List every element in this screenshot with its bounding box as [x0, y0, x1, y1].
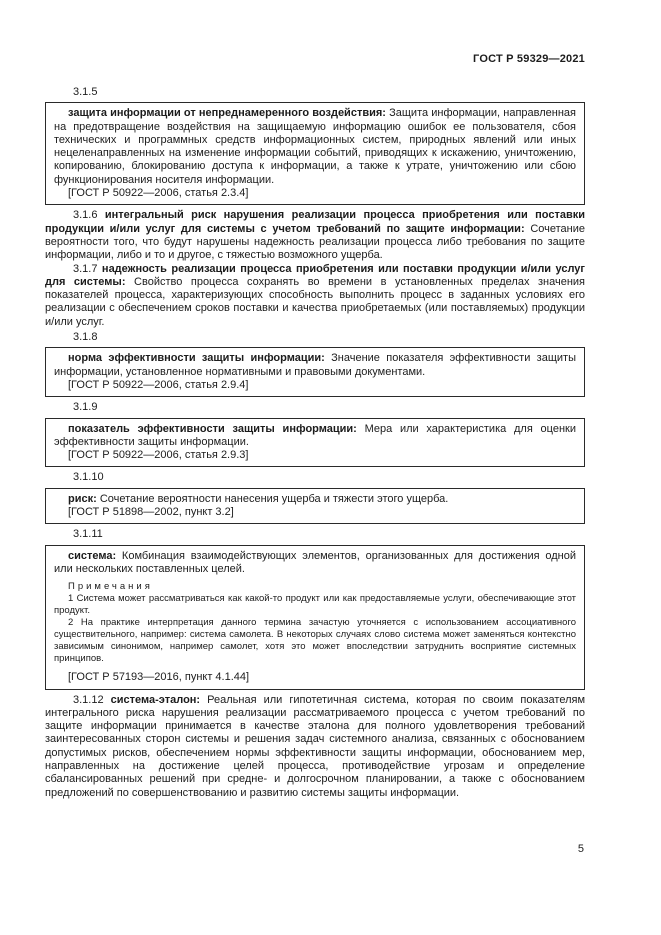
definition-paragraph [54, 493, 576, 506]
page-number: 5 [577, 843, 584, 855]
definition-box-3-1-9 [45, 418, 585, 468]
term-definition: Защита информации, направленная на предотвращение воздействия на защищаемую информацию ошибок ее пользователя, сбоя технических и программных средств информационных систем, природных явлений или иных нецеленаправленных на изменение информации событий, приводящих к искажению, уничтожению, копированию, блокированию доступа к информации, а также к утрате, уничтожению или сбою функционирования носителя информации. [54, 107, 576, 186]
definition-box-3-1-11 [45, 545, 585, 690]
note-2: 2 На практике интерпретация данного термина зачастую уточняется с использованием ассоциативного существительного, например: система самолета. В некоторых случаях слово система может заменяться контекстно зависимым синонимом, например самолет, хотя это может впоследствии затруднить восприятие системных принципов. [54, 617, 576, 665]
term-name: показатель эффективности защиты информации: [68, 422, 357, 435]
term-definition: Сочетание вероятности нанесения ущерба и тяжести этого ущерба. [99, 492, 449, 505]
clause-number-3-1-10: 3.1.10 [73, 471, 104, 484]
term-name: норма эффективности защиты информации: [68, 352, 325, 365]
term-definition: Мера или характеристика для оценки эффективности защиты информации. [54, 422, 576, 448]
term-definition: Значение показателя эффективности защиты информации, установленное нормативными и правовыми документами. [54, 352, 576, 378]
term-definition: Свойство процесса сохранять во времени в установленных пределах значения показателей процесса, характеризующих способность выполнить процесс в заданных условиях его реализации с обеспечением сроков поставки и качества приобретаемых (или поставляемых) продукции и/или услуг. [45, 275, 585, 328]
term-definition: Реальная или гипотетичная система, которая по своим показателям интегрального риска нарушения реализации рассматриваемого процесса с учетом требований по защите информации принимается в качестве эталона для полного удовлетворения требований заинтересованных сторон системы и решения задач системного анализа, связанных с обоснованием допустимых рисков, обеспечением нормы эффективности защиты информации, обоснованием мер, направленных на достижение целей процесса, противодействие угрозам и определение сбалансированных решений при средне- и долгосрочном планировании, а также с обоснованием предложений по совершенствованию и развитию системы защиты информации. [45, 693, 586, 799]
definition-box-3-1-8 [45, 347, 585, 397]
definition-box-3-1-10 [45, 488, 585, 525]
clause-number-3-1-11: 3.1.11 [73, 528, 103, 541]
clause-number: 3.1.12 [73, 693, 104, 706]
term-definition: Сочетание вероятности того, что будут нарушены надежность реализации процесса либо требования по защите информации, либо и то и другое, с тяжестью возможного ущерба. [45, 222, 585, 262]
clause-number: 3.1.6 [73, 209, 98, 222]
note-1: 1 Система может рассматриваться как какой-то продукт или как предоставляемые услуги, обеспечивающие этот продукт. [54, 593, 576, 617]
definition-paragraph [54, 423, 576, 450]
term-name: риск: [68, 492, 97, 505]
page-content [45, 84, 585, 800]
clause-number-3-1-9: 3.1.9 [73, 401, 98, 414]
source-citation: [ГОСТ Р 57193—2016, пункт 4.1.44] [68, 671, 250, 684]
clause-number-3-1-8: 3.1.8 [73, 331, 98, 344]
clause-number: 3.1.7 [73, 262, 98, 275]
term-name: интегральный риск нарушения реализации процесса приобретения или поставки продукции и/или услуг для системы с учетом требований по защите информации: [45, 209, 585, 235]
definition-box-3-1-5 [45, 102, 585, 205]
term-paragraph-3-1-7 [45, 263, 585, 329]
definition-paragraph [54, 352, 576, 379]
term-name: надежность реализации процесса приобретения или поставки продукции и/или услуг для системы: [45, 262, 586, 288]
source-citation: [ГОСТ Р 50922—2006, статья 2.9.4] [68, 378, 249, 391]
term-definition: Комбинация взаимодействующих элементов, организованных для достижения одной или нескольких поставленных целей. [54, 549, 576, 575]
term-name: система-эталон: [110, 693, 201, 706]
definition-paragraph [54, 107, 576, 187]
source-citation: [ГОСТ Р 50922—2006, статья 2.3.4] [68, 187, 249, 200]
term-paragraph-3-1-12 [45, 694, 585, 800]
term-name: система: [68, 549, 117, 562]
notes-heading: Примечания [68, 581, 153, 593]
term-name: защита информации от непреднамеренного воздействия: [68, 107, 386, 120]
source-citation: [ГОСТ Р 50922—2006, статья 2.9.3] [68, 449, 249, 462]
clause-number-3-1-5: 3.1.5 [73, 86, 98, 98]
definition-paragraph [54, 550, 576, 577]
source-citation: [ГОСТ Р 51898—2002, пункт 3.2] [68, 506, 234, 519]
term-paragraph-3-1-6 [45, 209, 585, 262]
document-code-header: ГОСТ Р 59329—2021 [473, 53, 585, 65]
